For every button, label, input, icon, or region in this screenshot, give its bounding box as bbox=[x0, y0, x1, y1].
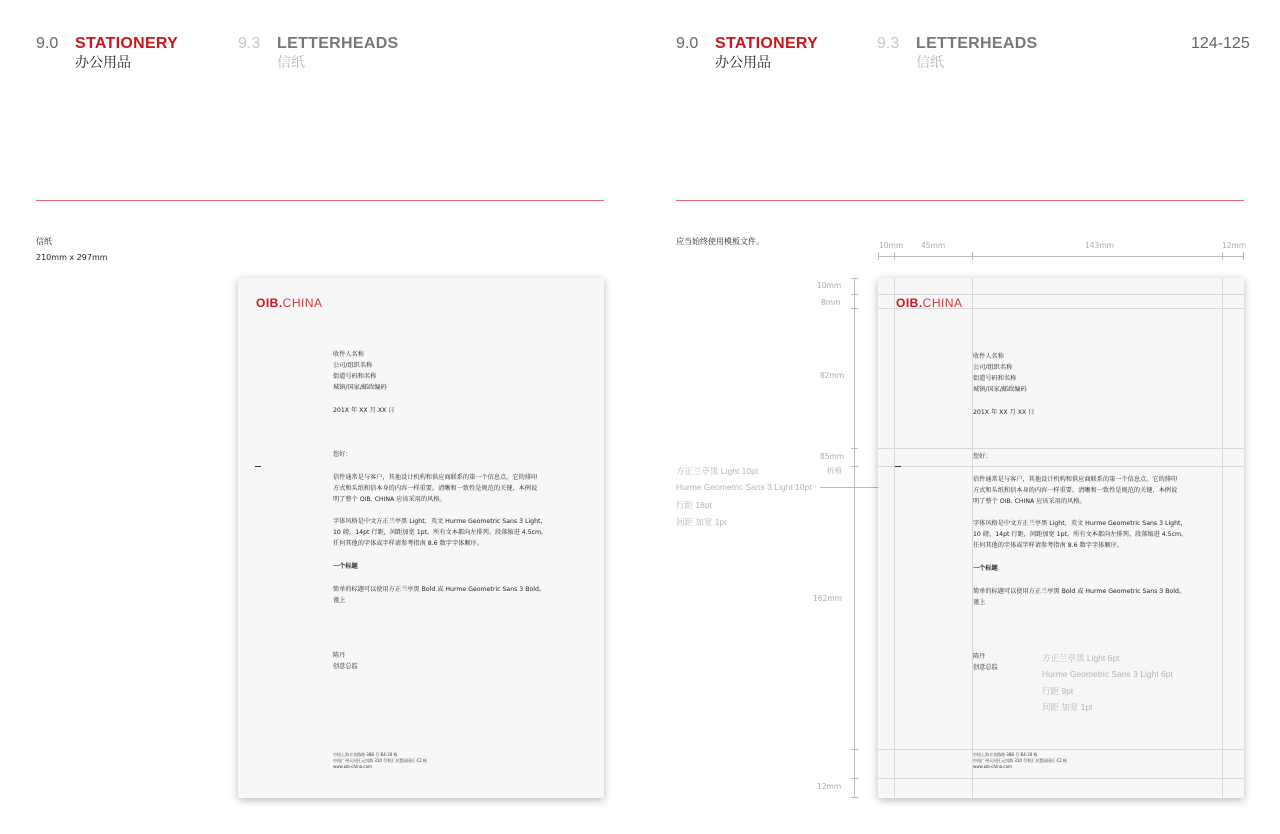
guide-greeting bbox=[878, 448, 1244, 449]
guide-footer bbox=[878, 749, 1244, 750]
paragraph-line: 10 磅，14pt 行距，间距加宽 1pt。所有文本都向左排列。段落缩进 4.5cm。 bbox=[973, 531, 1188, 538]
guide-fold bbox=[878, 466, 1244, 467]
letter-date: 201X 年 XX 月 XX 日 bbox=[333, 407, 395, 414]
right-section-number: 9.0 bbox=[676, 35, 699, 52]
dim-tick bbox=[1222, 252, 1223, 260]
left-caption-size: 210mm x 297mm bbox=[36, 253, 108, 262]
address-line: 城镇/国家/邮政编码 bbox=[973, 386, 1027, 393]
body-font-note: Hurme Geometric Sans 3 Light 10pt bbox=[676, 482, 812, 492]
footer-font-note: 行距 9pt bbox=[1042, 686, 1074, 696]
address-line: 城镇/国家/邮政编码 bbox=[333, 384, 387, 391]
dim-side-address: 82mm bbox=[820, 371, 845, 380]
footer-line: www.oib-china.com bbox=[333, 764, 372, 769]
paragraph-line: 明了整个 OIB. CHINA 应该采用的风格。 bbox=[333, 496, 446, 503]
dim-line-side bbox=[854, 278, 855, 798]
address-line: 公司/组织名称 bbox=[333, 362, 373, 369]
brand-logo bbox=[896, 296, 963, 310]
dim-tick bbox=[851, 797, 858, 798]
letter-heading: 一个标题 bbox=[973, 565, 998, 572]
paragraph-line: 字体风格是中文方正兰亭黑 Light，英文 Hurme Geometric Sans 3 Light， bbox=[333, 518, 547, 525]
brand-logo bbox=[256, 296, 323, 310]
dim-tick bbox=[878, 252, 879, 260]
dim-top-margin-left: 10mm bbox=[879, 241, 904, 250]
body-font-note: 方正兰亭黑 Light 10pt bbox=[676, 466, 759, 476]
signer-title: 创意总监 bbox=[333, 663, 358, 670]
dim-tick bbox=[894, 252, 895, 260]
address-line: 公司/组织名称 bbox=[973, 364, 1013, 371]
footer-line: 中国上海丰宾路路 388 号 B4-30 栋 bbox=[973, 752, 1038, 757]
dim-top-text-width: 143mm bbox=[1085, 241, 1114, 250]
letter-heading: 一个标题 bbox=[333, 563, 358, 570]
guide-top-margin bbox=[878, 294, 1244, 295]
letterhead-spec-sheet bbox=[878, 278, 1244, 798]
fold-mark bbox=[255, 466, 261, 467]
right-section-title-cn: 办公用品 bbox=[715, 55, 771, 71]
dim-top-margin-right: 12mm bbox=[1222, 241, 1247, 250]
dim-tick bbox=[851, 466, 858, 467]
dim-tick bbox=[972, 252, 973, 260]
footer-font-note: 间距 加宽 1pt bbox=[1042, 702, 1093, 712]
footer-font-note: Hurme Geometric Sans 3 Light 6pt bbox=[1042, 669, 1173, 679]
letter-date: 201X 年 XX 月 XX 日 bbox=[973, 409, 1035, 416]
address-line: 街道号码和名称 bbox=[333, 373, 377, 380]
guide-left-margin bbox=[894, 278, 895, 798]
left-subsection-number: 9.3 bbox=[238, 35, 261, 52]
guide-bottom-margin bbox=[878, 778, 1244, 779]
left-divider bbox=[36, 200, 604, 201]
dim-top-indent: 45mm bbox=[921, 241, 946, 250]
dim-side-logo: 8mm bbox=[821, 298, 841, 307]
address-line: 收件人名称 bbox=[333, 351, 364, 358]
paragraph-line: 明了整个 OIB. CHINA 应该采用的风格。 bbox=[973, 498, 1086, 505]
left-subsection-title: LETTERHEADS bbox=[277, 35, 399, 52]
right-divider bbox=[676, 200, 1244, 201]
paragraph-line: 信件通常是与客户，其他设计机构和供应商联系的第一个信息点。它的排印 bbox=[973, 476, 1178, 483]
page-range: 124-125 bbox=[1191, 35, 1250, 52]
footer-line: 中国广州天河区元岗路 310 号智汇谷慧园园区 C2 栋 bbox=[973, 758, 1068, 763]
dim-side-body: 162mm bbox=[813, 594, 842, 603]
right-subsection-title: LETTERHEADS bbox=[916, 35, 1038, 52]
footer-line: 中国上海丰宾路路 388 号 B4-30 栋 bbox=[333, 752, 398, 757]
paragraph-line: 方式和头纸和信本身的内容一样重要。清晰和一致性是规范的关键，本例说 bbox=[333, 485, 538, 492]
left-subsection-title-cn: 信纸 bbox=[277, 55, 305, 71]
dim-side-top-margin: 10mm bbox=[817, 281, 842, 290]
paragraph-line: 10 磅，14pt 行距，间距加宽 1pt。所有文本都向左排列。段落缩进 4.5cm。 bbox=[333, 529, 548, 536]
dim-tick bbox=[851, 749, 858, 750]
right-subsection-title-cn: 信纸 bbox=[916, 55, 944, 71]
paragraph-line: 任何其他的字体或字样请参考指南 8.6 数字字体顺序。 bbox=[333, 540, 483, 547]
letter-greeting: 您好： bbox=[333, 451, 352, 458]
paragraph-line: 谨上 bbox=[333, 597, 346, 604]
dim-tick bbox=[1243, 252, 1244, 260]
dim-line-top bbox=[878, 256, 1244, 257]
dim-tick bbox=[851, 278, 858, 279]
footer-font-note: 方正兰亭黑 Light 6pt bbox=[1042, 653, 1120, 663]
dim-tick bbox=[851, 448, 858, 449]
letterhead-sheet bbox=[238, 278, 604, 798]
dim-tick bbox=[851, 308, 858, 309]
address-line: 收件人名称 bbox=[973, 353, 1004, 360]
left-section-number: 9.0 bbox=[36, 35, 59, 52]
paragraph-line: 方式和头纸和信本身的内容一样重要。清晰和一致性是规范的关键，本例说 bbox=[973, 487, 1178, 494]
signer-title: 创意总监 bbox=[973, 664, 998, 671]
dim-side-fold-offset: 85mm bbox=[820, 452, 845, 461]
paragraph-line: 任何其他的字体或字样请参考指南 8.6 数字字体顺序。 bbox=[973, 542, 1123, 549]
paragraph-line: 简单的标题可以使用方正兰亭黑 Bold 或 Hurme Geometric Sans 3 Bold。 bbox=[333, 586, 546, 593]
body-font-note: 间距 加宽 1pt bbox=[676, 517, 727, 527]
dim-side-fold-label: 折痕 bbox=[827, 466, 842, 475]
paragraph-line: 字体风格是中文方正兰亭黑 Light，英文 Hurme Geometric Sans 3 Light， bbox=[973, 520, 1187, 527]
footer-line: 中国广州天河区元岗路 310 号智汇谷慧园园区 C2 栋 bbox=[333, 758, 428, 763]
left-section-title-cn: 办公用品 bbox=[75, 55, 131, 71]
right-subsection-number: 9.3 bbox=[877, 35, 900, 52]
fold-mark bbox=[895, 466, 901, 467]
footer-line: www.oib-china.com bbox=[973, 764, 1012, 769]
paragraph-line: 简单的标题可以使用方正兰亭黑 Bold 或 Hurme Geometric Sans 3 Bold。 bbox=[973, 588, 1186, 595]
left-caption-title: 信纸 bbox=[36, 237, 52, 246]
logo-light: CHINA bbox=[922, 296, 963, 310]
body-font-note: 行距 18pt bbox=[676, 500, 712, 510]
address-line: 街道号码和名称 bbox=[973, 375, 1017, 382]
dim-tick bbox=[851, 294, 858, 295]
right-caption: 应当始终使用模板文件。 bbox=[676, 237, 764, 246]
dim-side-bottom-margin: 12mm bbox=[817, 782, 842, 791]
logo-bold: OIB. bbox=[896, 296, 923, 310]
left-section-title: STATIONERY bbox=[75, 35, 179, 52]
right-section-title: STATIONERY bbox=[715, 35, 819, 52]
guide-right-margin bbox=[1222, 278, 1223, 798]
signer-name: 陈丹 bbox=[973, 653, 986, 660]
signer-name: 陈丹 bbox=[333, 652, 346, 659]
paragraph-line: 谨上 bbox=[973, 599, 986, 606]
dim-tick bbox=[851, 778, 858, 779]
paragraph-line: 信件通常是与客户，其他设计机构和供应商联系的第一个信息点。它的排印 bbox=[333, 474, 538, 481]
logo-bold: OIB. bbox=[256, 296, 283, 310]
logo-light: CHINA bbox=[282, 296, 323, 310]
letter-greeting: 您好： bbox=[973, 453, 992, 460]
